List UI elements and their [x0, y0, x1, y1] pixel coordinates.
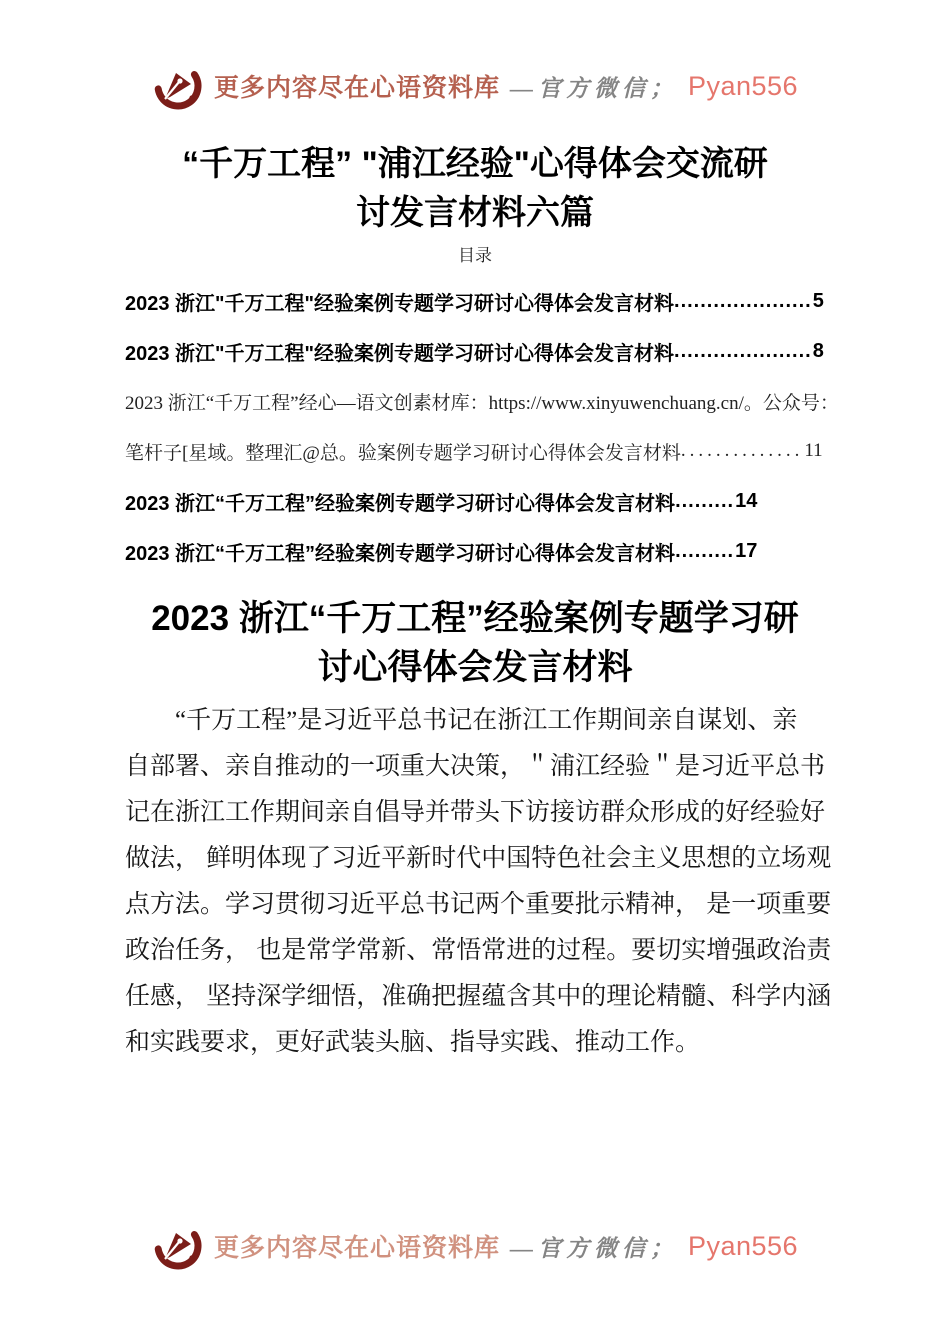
toc-entry-5 — [125, 526, 835, 576]
toc-entry-2 — [125, 326, 835, 376]
body-line: 记在浙江工作期间亲自倡导并带头下访接访群众形成的好经验好 — [125, 799, 826, 826]
toc-page-number: 8 — [812, 339, 824, 362]
brand-wechat-label: —官方微信； — [509, 1235, 678, 1261]
toc-page-number: 11 — [804, 440, 823, 461]
toc-entry-3-line-1 — [125, 376, 839, 426]
toc-label: 目录 — [458, 246, 492, 265]
toc-page-number: 17 — [735, 539, 758, 562]
document-title-line-1: “千万工程” "浦江经验"心得体会交流研 — [182, 145, 768, 183]
pen-nib-swirl-logo-icon — [152, 1220, 204, 1272]
toc-entry-text: 2023 浙江"千万工程"经验案例专题学习研讨心得体会发言材料 — [125, 292, 675, 315]
toc-page-number: 14 — [735, 489, 758, 512]
toc-leader-dots: ......... — [675, 539, 735, 562]
brand-wechat-id: Pyan556 — [687, 70, 799, 101]
toc-leader-dots: .............. — [680, 440, 804, 461]
section-heading-line-2: 讨心得体会发言材料 — [317, 648, 633, 687]
body-paragraph — [125, 698, 831, 1066]
body-line: 做法， 鲜明体现了习近平新时代中国特色社会主义思想的立场观 — [125, 845, 832, 872]
table-of-contents — [125, 276, 839, 576]
document-title — [60, 140, 890, 238]
brand-site-text: 更多内容尽在心语资料库 — [213, 1235, 500, 1262]
toc-entry-text: 2023 浙江“千万工程”经验案例专题学习研讨心得体会发言材料 — [125, 492, 676, 515]
toc-entry-4 — [125, 476, 835, 526]
header-watermark — [0, 60, 950, 112]
toc-page-number: 5 — [812, 289, 824, 312]
toc-entry-text: 2023 浙江“千万工程”经验案例专题学习研讨心得体会发言材料 — [125, 542, 676, 565]
section-heading — [60, 594, 890, 692]
footer-watermark — [0, 1220, 950, 1272]
body-line: 点方法。学习贯彻习近平总书记两个重要批示精神， 是一项重要 — [125, 891, 832, 918]
toc-entry-text: 笔杆子[星域。整理汇@总。验案例专题学习研讨心得体会发言材料 — [125, 442, 681, 464]
toc-entry-text: 2023 浙江"千万工程"经验案例专题学习研讨心得体会发言材料 — [125, 342, 675, 365]
brand-wechat-label: —官方微信； — [509, 75, 678, 101]
toc-leader-dots: ......... — [675, 489, 735, 512]
toc-leader-dots: ..................... — [674, 289, 812, 312]
body-line: 和实践要求，更好武装头脑、指导实践、推动工作。 — [125, 1029, 701, 1056]
toc-leader-dots: ..................... — [674, 339, 812, 362]
pen-nib-swirl-logo-icon — [152, 60, 204, 112]
body-line: 自部署、亲自推动的一项重大决策，＂浦江经验＂是习近平总书 — [125, 753, 826, 780]
body-line: “千万工程”是习近平总书记在浙江工作期间亲自谋划、亲 — [175, 707, 798, 734]
brand-wechat-id: Pyan556 — [687, 1230, 799, 1261]
body-line: 政治任务， 也是常学常新、常悟常进的过程。要切实增强政治责 — [125, 937, 832, 964]
toc-entry-1 — [125, 276, 835, 326]
brand-site-text: 更多内容尽在心语资料库 — [213, 75, 500, 102]
body-line: 任感， 坚持深学细悟，准确把握蕴含其中的理论精髓、科学内涵 — [125, 983, 832, 1010]
document-title-line-2: 讨发言材料六篇 — [356, 194, 594, 232]
toc-entry-text: 2023 浙江“千万工程”经心—语文创素材库：https://www.xinyuwenchuang.cn/。公众号： — [125, 392, 839, 414]
section-heading-line-1: 2023 浙江“千万工程”经验案例专题学习研 — [151, 599, 799, 638]
toc-entry-3-line-2 — [125, 426, 835, 476]
